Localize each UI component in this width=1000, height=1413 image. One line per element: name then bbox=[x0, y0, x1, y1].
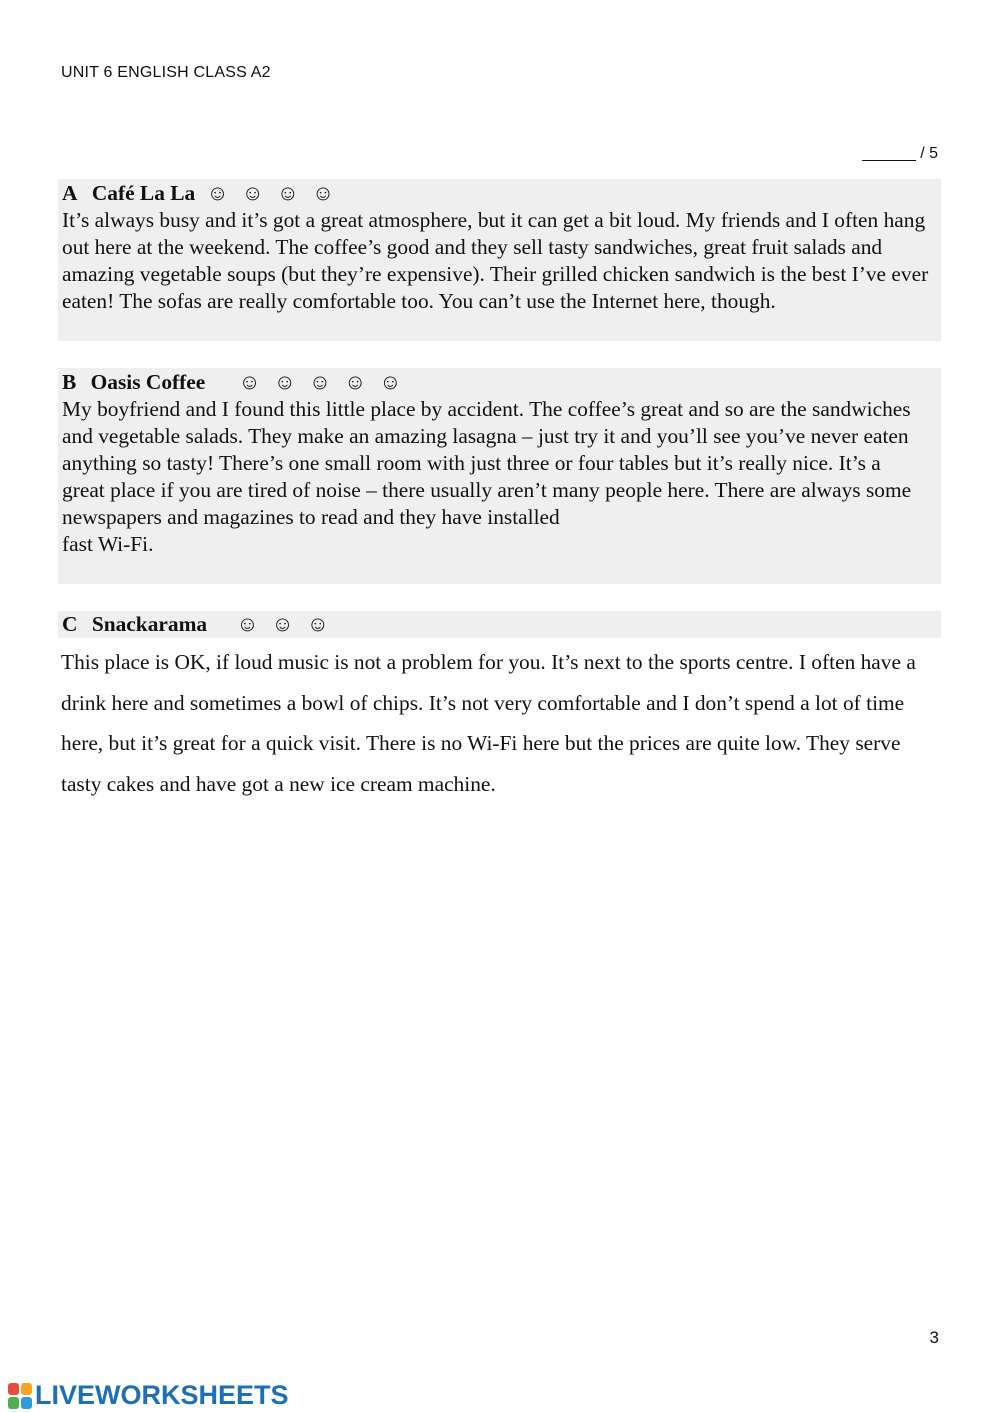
review-a-heading bbox=[62, 180, 937, 207]
review-b-letter: B bbox=[62, 370, 77, 394]
liveworksheets-logo[interactable] bbox=[8, 1380, 289, 1411]
review-b-heading bbox=[62, 369, 937, 396]
review-a bbox=[58, 179, 941, 341]
liveworksheets-logo-icon bbox=[8, 1383, 32, 1409]
logo-square bbox=[8, 1383, 19, 1395]
logo-square bbox=[8, 1397, 19, 1409]
review-b-name: Oasis Coffee bbox=[90, 370, 206, 394]
rating-faces-icon: ☺ ☺ ☺ ☺ bbox=[206, 181, 335, 205]
review-c-name: Snackarama bbox=[91, 612, 208, 636]
score-blank: ______ / 5 bbox=[862, 145, 938, 162]
logo-square bbox=[21, 1397, 32, 1409]
review-a-body: It’s always busy and it’s got a great atmosphere, but it can get a bit loud. My friends and I often hang out here at the weekend. The coffee’s good and they sell tasty sandwiches, great fruit salads and amazing vegetable soups (but they’re expensive). Their grilled chicken sandwich is the best I’ve ever eaten! The sofas are really comfortable too. You can’t use the Internet here, though. bbox=[62, 208, 929, 313]
review-c-letter: C bbox=[62, 612, 78, 636]
rating-faces-icon: ☺ ☺ ☺ ☺ ☺ bbox=[238, 370, 403, 394]
page-number: 3 bbox=[929, 1328, 939, 1347]
review-b bbox=[58, 368, 941, 584]
logo-square bbox=[21, 1383, 32, 1395]
review-b-body-end: fast Wi-Fi. bbox=[62, 532, 154, 556]
review-b-body: My boyfriend and I found this little place by accident. The coffee’s great and so are the sandwiches and vegetable salads. They make an amazing lasagna – just try it and you’ll see you’ve never eaten anything so tasty! There’s one small room with just three or four tables but it’s really nice. It’s a great place if you are tired of noise – there usually aren’t many people here. There are always some newspapers and magazines to read and they have installed bbox=[62, 397, 912, 529]
review-a-name: Café La La bbox=[91, 181, 196, 205]
page-header: UNIT 6 ENGLISH CLASS A2 bbox=[61, 64, 271, 81]
review-a-letter: A bbox=[62, 181, 78, 205]
review-c-heading bbox=[58, 611, 941, 638]
review-c-body: This place is OK, if loud music is not a problem for you. It’s next to the sports centre. I often have a drink here and sometimes a bowl of chips. It’s not very comfortable and I don’t spend a lot of time here, but it’s great for a quick visit. There is no Wi-Fi here but the prices are quite low. They serve tasty cakes and have got a new ice cream machine. bbox=[61, 650, 916, 796]
rating-faces-icon: ☺ ☺ ☺ bbox=[236, 612, 330, 636]
liveworksheets-logo-text: LIVEWORKSHEETS bbox=[35, 1380, 289, 1410]
